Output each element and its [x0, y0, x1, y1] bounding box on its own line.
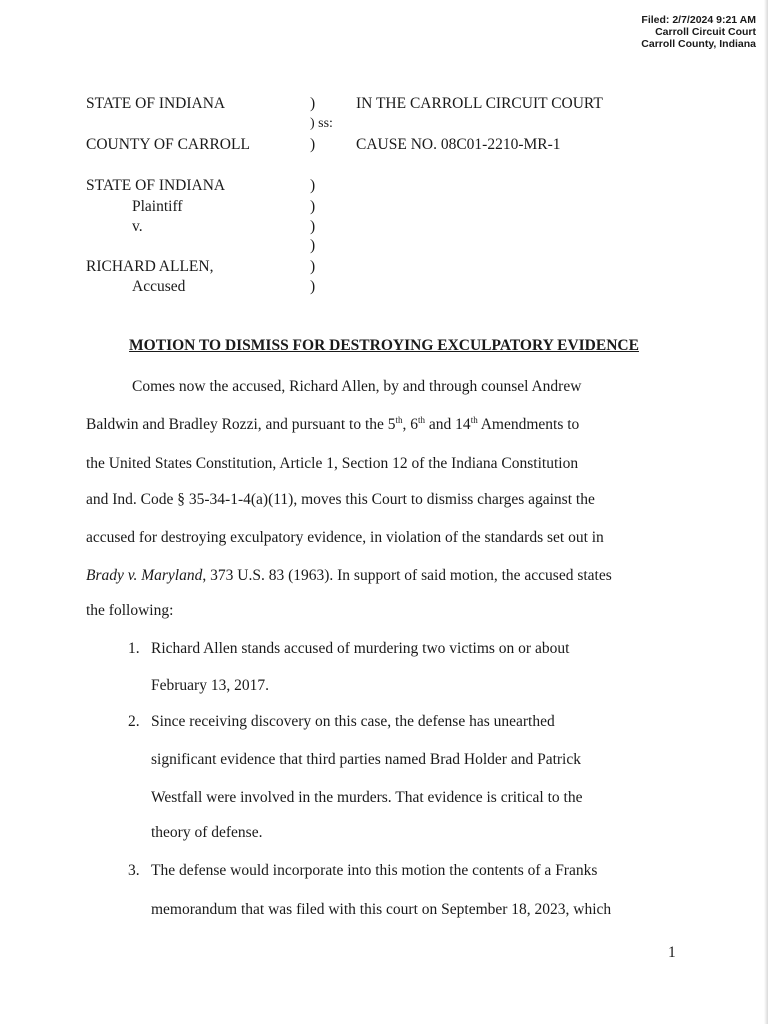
intro-line: the United States Constitution, Article 1, Section 12 of the Indiana Constitution — [86, 455, 579, 472]
filed-county: Carroll County, Indiana — [641, 38, 756, 50]
caption-paren: ) — [310, 218, 316, 235]
list-number: 1. — [128, 640, 140, 657]
list-number: 3. — [128, 862, 140, 879]
intro-text: , 373 U.S. 83 (1963). In support of said motion, the accused states — [202, 567, 612, 584]
intro-text: Baldwin and Bradley Rozzi, and pursuant to the 5 — [86, 416, 396, 433]
intro-line: accused for destroying exculpatory evidence, in violation of the standards set out in — [86, 529, 604, 546]
court-name: IN THE CARROLL CIRCUIT COURT — [356, 95, 603, 112]
caption-paren: ) — [310, 258, 316, 275]
list-item-line: significant evidence that third parties named Brad Holder and Patrick — [151, 751, 581, 768]
cause-number: CAUSE NO. 08C01-2210-MR-1 — [356, 136, 561, 153]
filed-date: Filed: 2/7/2024 9:21 AM — [641, 14, 756, 26]
scan-edge — [764, 0, 768, 1024]
caption-paren: ) — [310, 136, 316, 153]
page-number: 1 — [668, 944, 676, 961]
case-citation: Brady v. Maryland — [86, 567, 203, 584]
superscript: th — [470, 415, 478, 425]
caption-paren: ) — [310, 95, 316, 112]
plaintiff-name: STATE OF INDIANA — [86, 177, 226, 194]
motion-title: MOTION TO DISMISS FOR DESTROYING EXCULPATORY EVIDENCE — [129, 337, 639, 354]
intro-line: Comes now the accused, Richard Allen, by and through counsel Andrew — [132, 378, 582, 395]
plaintiff-role: Plaintiff — [132, 198, 183, 215]
list-number: 2. — [128, 713, 140, 730]
list-item-line: The defense would incorporate into this motion the contents of a Franks — [151, 862, 598, 879]
intro-line — [86, 567, 612, 585]
list-item-line: February 13, 2017. — [151, 677, 269, 694]
accused-name: RICHARD ALLEN, — [86, 258, 214, 275]
list-item-line: theory of defense. — [151, 824, 263, 841]
versus: v. — [132, 218, 143, 235]
intro-text: and 14 — [425, 416, 471, 433]
list-item-line: Since receiving discovery on this case, the defense has unearthed — [151, 713, 555, 730]
county-heading: COUNTY OF CARROLL — [86, 136, 250, 153]
caption-paren: ) — [310, 198, 316, 215]
caption-paren: ) — [310, 177, 316, 194]
filed-court: Carroll Circuit Court — [655, 26, 756, 38]
intro-line: the following: — [86, 602, 174, 619]
list-item-line: memorandum that was filed with this court on September 18, 2023, which — [151, 901, 612, 918]
intro-text: Amendments to — [477, 416, 580, 433]
intro-line — [86, 416, 579, 434]
intro-text: , 6 — [402, 416, 419, 433]
superscript: th — [395, 415, 403, 425]
caption-paren: ) — [310, 278, 316, 295]
list-item-line: Richard Allen stands accused of murdering two victims on or about — [151, 640, 570, 657]
list-item-line: Westfall were involved in the murders. That evidence is critical to the — [151, 789, 583, 806]
accused-role: Accused — [132, 278, 186, 295]
state-heading: STATE OF INDIANA — [86, 95, 226, 112]
superscript: th — [418, 415, 426, 425]
intro-line: and Ind. Code § 35-34-1-4(a)(11), moves this Court to dismiss charges against the — [86, 491, 595, 508]
filing-stamp — [641, 14, 756, 50]
caption-paren: ) — [310, 237, 316, 254]
ss-marker: ) ss: — [310, 116, 333, 131]
